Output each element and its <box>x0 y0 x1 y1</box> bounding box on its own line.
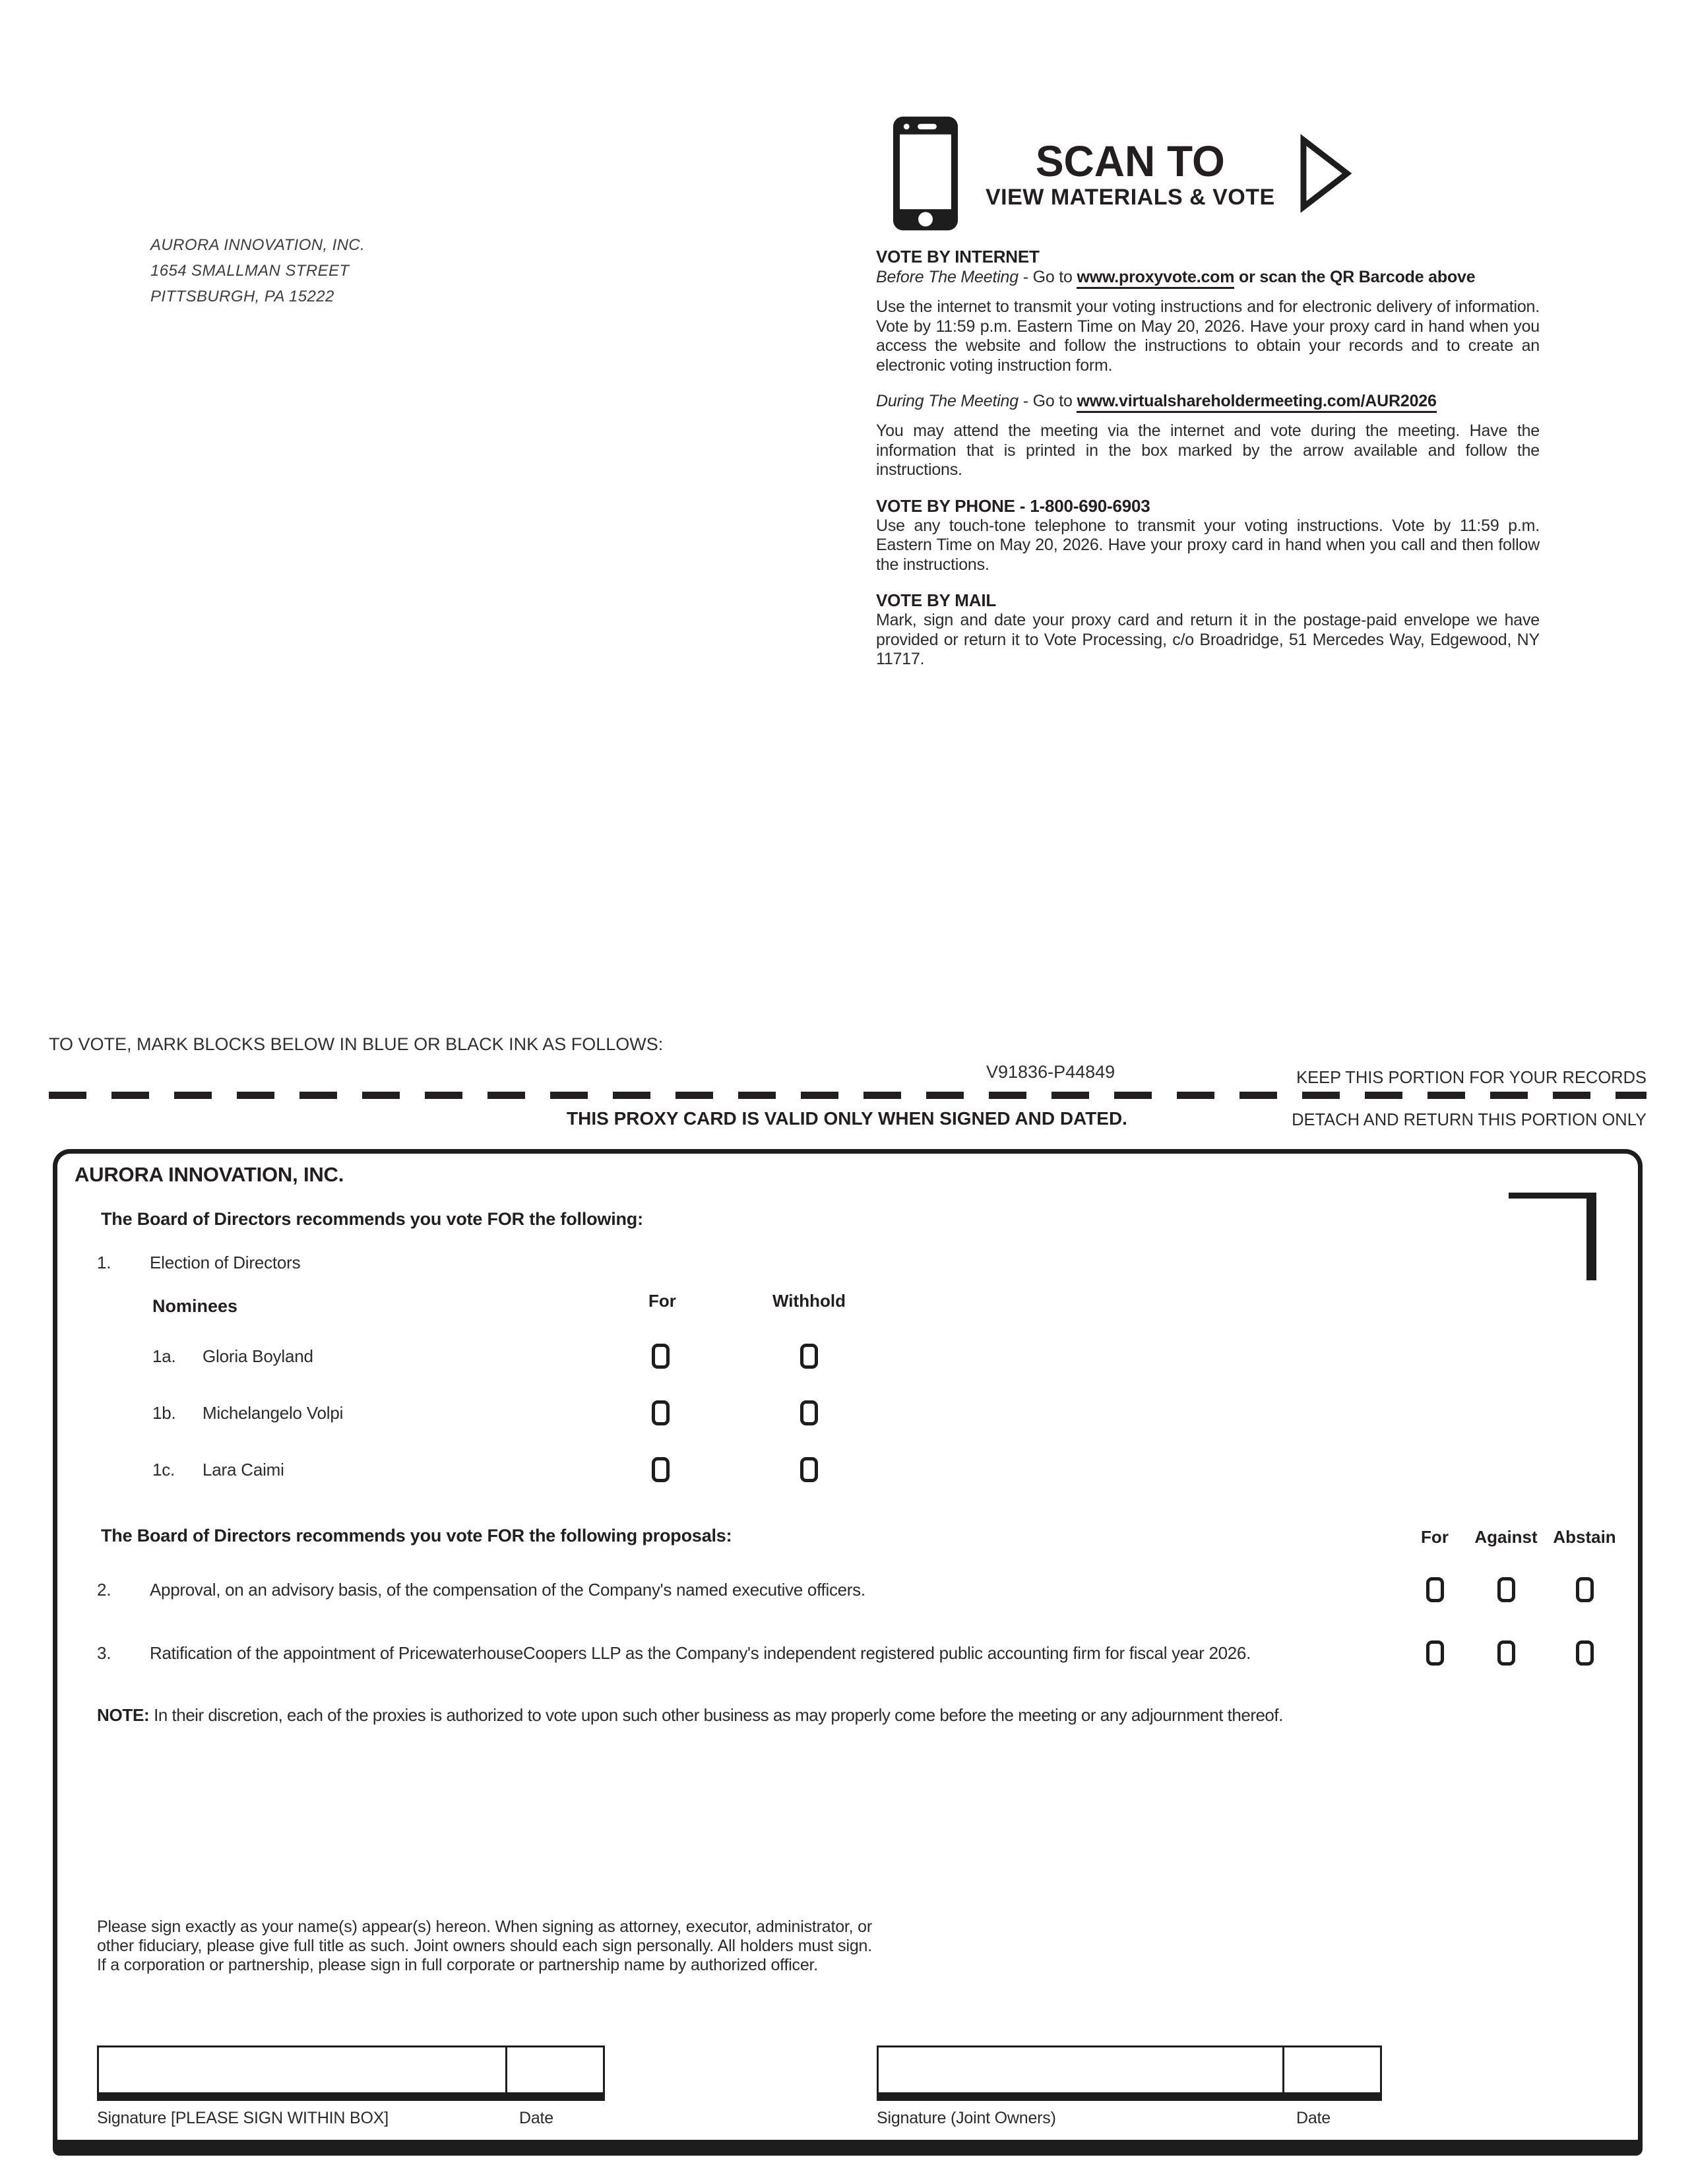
checkbox-1a-for[interactable] <box>652 1344 670 1369</box>
keep-portion-note: KEEP THIS PORTION FOR YOUR RECORDS <box>1296 1069 1647 1087</box>
checkbox-3-for[interactable] <box>1426 1640 1444 1666</box>
checkbox-1c-for[interactable] <box>652 1457 670 1482</box>
checkbox-1b-for[interactable] <box>652 1400 670 1425</box>
proxyvote-link[interactable]: www.proxyvote.com <box>1077 268 1234 289</box>
proposal-2-number: 2. <box>97 1580 111 1600</box>
date-box-1[interactable] <box>505 2047 603 2092</box>
nominee-1a-name: Gloria Boyland <box>203 1346 313 1366</box>
voting-instructions <box>876 247 1540 685</box>
proposal-3-text: Ratification of the appointment of PricewaterhouseCoopers LLP as the Company's independent registered public accounting firm for fiscal year 2026. <box>150 1643 1251 1663</box>
checkbox-3-against[interactable] <box>1497 1640 1515 1666</box>
date-2-label: Date <box>1296 2109 1331 2127</box>
nominee-1c-name: Lara Caimi <box>203 1460 284 1480</box>
scan-subtitle: VIEW MATERIALS & VOTE <box>986 185 1275 210</box>
proposal-1-number: 1. <box>97 1253 111 1272</box>
column-against: Against <box>1474 1527 1538 1547</box>
checkbox-2-against[interactable] <box>1497 1577 1515 1602</box>
smartphone-icon <box>892 115 959 235</box>
corner-registration-mark <box>1509 1193 1596 1280</box>
date-1-label: Date <box>519 2109 554 2127</box>
recommendation-1: The Board of Directors recommends you vote FOR the following: <box>101 1209 643 1229</box>
scan-banner <box>892 115 1356 235</box>
checkbox-2-for[interactable] <box>1426 1577 1444 1602</box>
arrow-right-icon <box>1295 133 1356 217</box>
signature-2-label: Signature (Joint Owners) <box>877 2109 1056 2127</box>
signature-box-1[interactable] <box>97 2045 605 2101</box>
scan-banner-text <box>986 137 1275 210</box>
nominee-1c-number: 1c. <box>152 1460 175 1480</box>
sender-street: 1654 SMALLMAN STREET <box>150 262 350 280</box>
column-for: For <box>648 1291 676 1311</box>
nominees-header: Nominees <box>152 1296 238 1316</box>
vote-by-internet-heading: VOTE BY INTERNET <box>876 247 1040 266</box>
date-box-2[interactable] <box>1282 2047 1380 2092</box>
during-meeting-line: During The Meeting - Go to www.virtualshareholdermeeting.com/AUR2026 <box>876 391 1540 411</box>
internet-during-body: You may attend the meeting via the internet and vote during the meeting. Have the information that is printed in the box marked by the arrow available and follow the instructions. <box>876 421 1540 479</box>
vote-by-mail-heading: VOTE BY MAIL <box>876 590 997 610</box>
virtual-meeting-link[interactable]: www.virtualshareholdermeeting.com/AUR2026 <box>1077 392 1436 413</box>
perforation-line <box>49 1092 1647 1099</box>
sender-company: AURORA INNOVATION, INC. <box>150 236 365 254</box>
nominee-row-1b <box>57 1403 1638 1432</box>
control-number: V91836-P44849 <box>986 1062 1115 1082</box>
checkbox-2-abstain[interactable] <box>1576 1577 1594 1602</box>
scan-title: SCAN TO <box>1035 137 1225 185</box>
proposal-2-text: Approval, on an advisory basis, of the compensation of the Company's named executive officers. <box>150 1580 865 1600</box>
proposal-row-3 <box>57 1643 1638 1673</box>
nominee-1b-name: Michelangelo Volpi <box>203 1403 344 1423</box>
mail-body: Mark, sign and date your proxy card and return it in the postage-paid envelope we have provided or return it to Vote Processing, c/o Broadridge, 51 Mercedes Way, Edgewood, NY 11717. <box>876 611 1540 668</box>
signing-instructions: Please sign exactly as your name(s) appear(s) hereon. When signing as attorney, executor, administrator, or other fiduciary, please give full title as such. Joint owners should each sign personally. All holders must sign. If a corporation or partnership, please sign in full corporate or partnership name by authorized officer. <box>97 1918 872 1974</box>
signature-1-label: Signature [PLEASE SIGN WITHIN BOX] <box>97 2109 389 2127</box>
note-label: NOTE: <box>97 1705 150 1725</box>
ballot-card <box>53 1149 1643 2156</box>
valid-when-signed-notice: THIS PROXY CARD IS VALID ONLY WHEN SIGNED AND DATED. <box>567 1108 1127 1129</box>
detach-portion-note: DETACH AND RETURN THIS PORTION ONLY <box>1292 1111 1647 1129</box>
signature-box-2[interactable] <box>877 2045 1382 2101</box>
before-meeting-line: Before The Meeting - Go to www.proxyvote.com or scan the QR Barcode above <box>876 267 1540 287</box>
note-row <box>97 1705 1283 1726</box>
recommendation-2: The Board of Directors recommends you vote FOR the following proposals: <box>101 1526 732 1545</box>
checkbox-1a-withhold[interactable] <box>800 1344 818 1369</box>
sender-address <box>150 232 365 309</box>
column-abstain: Abstain <box>1553 1527 1616 1547</box>
nominee-row-1c <box>57 1460 1638 1489</box>
phone-body: Use any touch-tone telephone to transmit your voting instructions. Vote by 11:59 p.m. Eastern Time on May 20, 2026. Have your proxy card in hand when you call and then follow the instructions. <box>876 516 1540 574</box>
proposal-row-2 <box>57 1580 1638 1610</box>
proposal-3-number: 3. <box>97 1643 111 1663</box>
nominee-row-1a <box>57 1346 1638 1375</box>
note-text: In their discretion, each of the proxies is authorized to vote upon such other business as may properly come before the meeting or any adjournment thereof. <box>149 1705 1283 1725</box>
checkbox-1b-withhold[interactable] <box>800 1400 818 1425</box>
checkbox-3-abstain[interactable] <box>1576 1640 1594 1666</box>
nominee-1a-number: 1a. <box>152 1346 176 1366</box>
column-withhold: Withhold <box>772 1291 846 1311</box>
column-for-2: For <box>1421 1527 1449 1547</box>
checkbox-1c-withhold[interactable] <box>800 1457 818 1482</box>
vote-by-phone-heading: VOTE BY PHONE - 1-800-690-6903 <box>876 495 1150 516</box>
card-company-name: AURORA INNOVATION, INC. <box>75 1163 344 1186</box>
internet-before-body: Use the internet to transmit your voting instructions and for electronic delivery of information. Vote by 11:59 p.m. Eastern Time on May 20, 2026. Have your proxy card in hand when you access the website and follow the instructions to obtain your records and to create an electronic voting instruction form. <box>876 297 1540 375</box>
proposal-1-label: Election of Directors <box>150 1253 301 1272</box>
nominee-1b-number: 1b. <box>152 1403 176 1423</box>
sender-city: PITTSBURGH, PA 15222 <box>150 288 334 305</box>
mark-blocks-instruction: TO VOTE, MARK BLOCKS BELOW IN BLUE OR BLACK INK AS FOLLOWS: <box>49 1034 664 1054</box>
